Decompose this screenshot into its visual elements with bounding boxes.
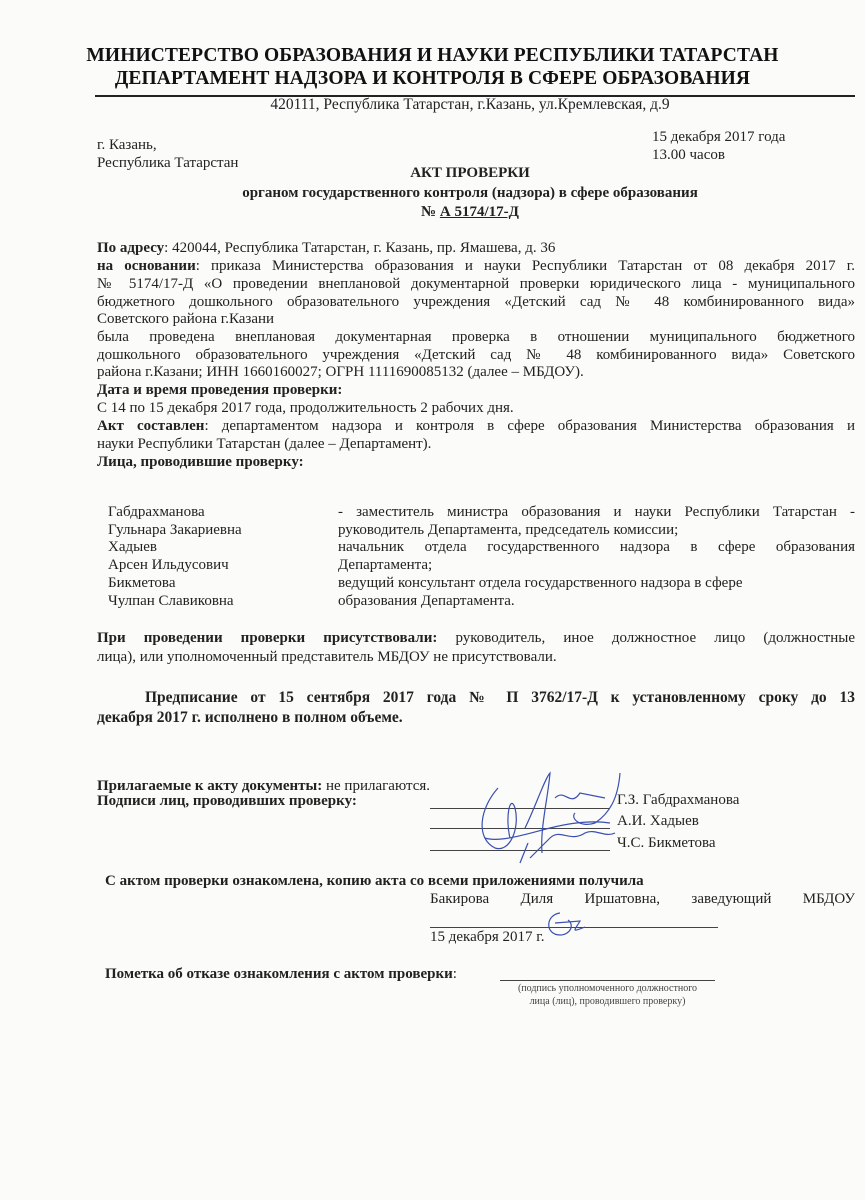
place-city: г. Казань,	[97, 137, 157, 153]
acknowledged-person	[430, 891, 855, 908]
refusal-signature-line	[500, 980, 715, 981]
act-number	[0, 204, 865, 221]
person-name: Арсен Ильдусович	[108, 557, 229, 573]
basis-label: на основании	[97, 258, 196, 274]
act-number-value: А 5174/17-Д	[439, 204, 519, 220]
signatures-label: Подписи лиц, проводивших проверку:	[97, 793, 357, 809]
inspection-line: была проведена внеплановая документарная проверка в отношении муниципального бюджетного	[97, 329, 855, 345]
acknowledged-date: 15 декабря 2017 г.	[430, 929, 545, 945]
refusal-caption: лица (лиц), проводившего проверку)	[529, 996, 686, 1007]
acknowledged-person-word: заведующий	[691, 891, 772, 907]
acknowledged-person-word: Диля	[520, 891, 554, 907]
compiled-text: : департаментом надзора и контроля в сфере образования Министерства образования и	[204, 418, 855, 434]
basis-line	[97, 258, 855, 276]
signer-name: Г.З. Габдрахманова	[617, 792, 740, 808]
person-role: Департамента;	[338, 557, 433, 573]
basis-line: № 5174/17-Д «О проведении внеплановой документарной проверки юридического лица - муниципального	[97, 276, 855, 292]
attachments-value: не прилагаются.	[322, 778, 430, 794]
basis-line: Советского района г.Казани	[97, 311, 275, 327]
person-role: образования Департамента.	[338, 593, 515, 609]
address-line	[97, 240, 855, 258]
acknowledged-person-word: Иршатовна,	[584, 891, 661, 907]
address-label: По адресу	[97, 240, 165, 256]
act-subtitle: органом государственного контроля (надзора) в сфере образования	[242, 185, 698, 201]
department-title: ДЕПАРТАМЕНТ НАДЗОРА И КОНТРОЛЯ В СФЕРЕ ОБРАЗОВАНИЯ	[114, 68, 751, 89]
place-region: Республика Татарстан	[97, 155, 239, 171]
compiled-line: науки Республики Татарстан (далее – Департамент).	[97, 436, 432, 452]
handwritten-signatures	[470, 768, 640, 868]
person-name: Габдрахманова	[108, 504, 205, 520]
acknowledged-person-word: МБДОУ	[802, 891, 855, 907]
signer-name: Ч.С. Бикметова	[617, 835, 716, 851]
inspection-line: дошкольного образовательного учреждения «Детский сад № 48 комбинированного вида» Советского	[97, 347, 855, 363]
basis-text: : приказа Министерства образования и науки Республики Татарстан от 08 декабря 2017 г.	[195, 258, 855, 274]
header-address: 420111, Республика Татарстан, г.Казань, ул.Кремлевская, д.9	[270, 96, 670, 113]
refusal-label-text: Пометка об отказе ознакомления с актом проверки	[105, 966, 453, 982]
attachments-label: Прилагаемые к акту документы:	[97, 778, 323, 794]
person-name: Гульнара Закариевна	[108, 522, 242, 538]
ministry-title: МИНИСТЕРСТВО ОБРАЗОВАНИЯ И НАУКИ РЕСПУБЛИКИ ТАТАРСТАН	[86, 45, 779, 66]
refusal-caption: (подпись уполномоченного должностного	[517, 983, 698, 994]
signer-name: А.И. Хадыев	[617, 813, 699, 829]
person-role: - заместитель министра образования и науки Республики Татарстан -	[338, 504, 855, 520]
acknowledged-signature	[540, 905, 590, 945]
order-line: декабря 2017 г. исполнено в полном объеме.	[97, 709, 403, 726]
presence-text: руководитель, иное должностное лицо (должностные	[437, 630, 855, 646]
refusal-colon: :	[452, 966, 457, 982]
person-name: Чулпан Славиковна	[108, 593, 234, 609]
acknowledged-person-word: Бакирова	[430, 891, 490, 907]
inspection-line: района г.Казани; ИНН 1660160027; ОГРН 1111690085132 (далее – МБДОУ).	[97, 364, 584, 380]
person-name: Бикметова	[108, 575, 176, 591]
acknowledged-label: С актом проверки ознакомлена, копию акта со всеми приложениями получила	[105, 873, 644, 889]
basis-line: бюджетного дошкольного образовательного учреждения «Детский сад № 48 комбинированного вида»	[97, 294, 855, 310]
person-role: ведущий консультант отдела государственного надзора в сфере	[338, 575, 743, 591]
act-date: 15 декабря 2017 года	[652, 129, 786, 145]
act-title: АКТ ПРОВЕРКИ	[410, 165, 530, 181]
order-line: Предписание от 15 сентября 2017 года № П 3762/17-Д к установленному сроку до 13	[145, 689, 855, 706]
act-number-prefix: №	[421, 204, 440, 220]
presence-line: лица), или уполномоченный представитель МБДОУ не присутствовали.	[97, 649, 557, 665]
act-time: 13.00 часов	[652, 147, 725, 163]
date-label: Дата и время проведения проверки:	[97, 382, 343, 398]
date-value: С 14 по 15 декабря 2017 года, продолжительность 2 рабочих дня.	[97, 400, 514, 416]
person-role: руководитель Департамента, председатель комиссии;	[338, 522, 679, 538]
address-value: : 420044, Республика Татарстан, г. Казань, пр. Ямашева, д. 36	[164, 240, 556, 256]
persons-label: Лица, проводившие проверку:	[97, 454, 304, 470]
compiled-label: Акт составлен	[97, 418, 205, 434]
presence-label: При проведении проверки присутствовали:	[97, 630, 438, 646]
compiled-line	[97, 418, 855, 436]
person-role: начальник отдела государственного надзора в сфере образования	[338, 539, 855, 555]
refusal-label	[105, 966, 457, 983]
presence-line	[97, 630, 855, 648]
person-name: Хадыев	[108, 539, 157, 555]
